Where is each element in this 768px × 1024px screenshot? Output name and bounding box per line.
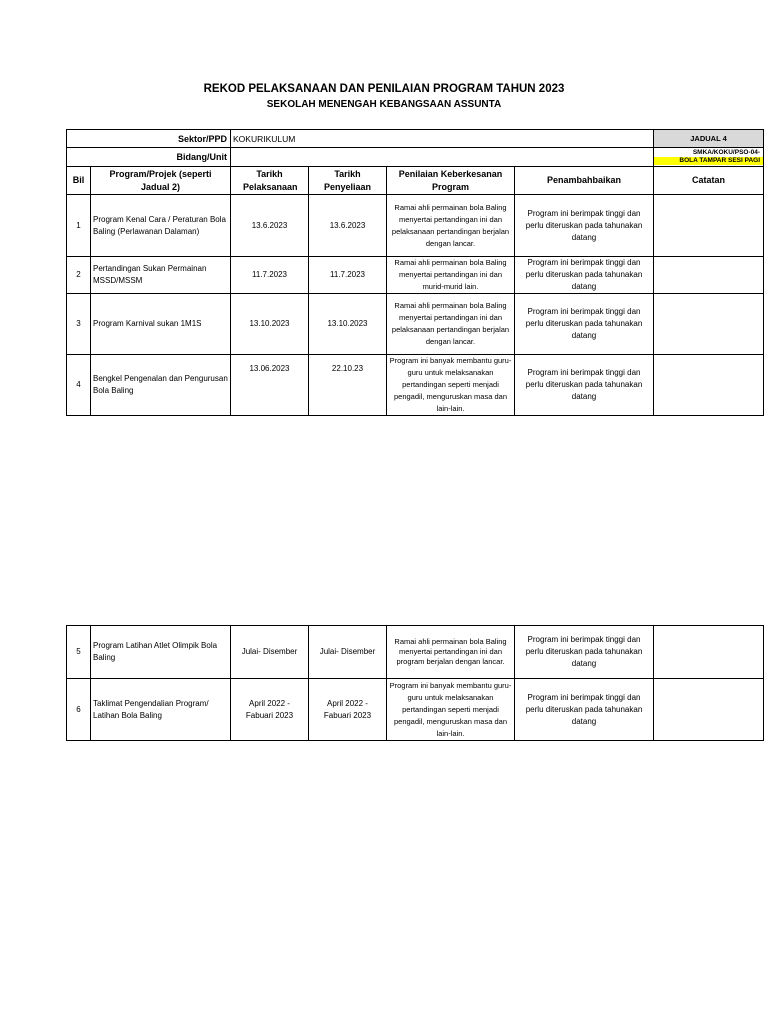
row-bil: 5 <box>67 626 91 679</box>
row-catatan <box>654 679 764 741</box>
row-catatan <box>654 626 764 679</box>
row-penambahbaikan: Program ini berimpak tinggi dan perlu diteruskan pada tahunakan datang <box>515 257 654 294</box>
row-pelaksanaan: Julai- Disember <box>231 626 309 679</box>
bidang-label: Bidang/Unit <box>67 148 231 167</box>
table-row <box>67 355 764 416</box>
row-bil: 4 <box>67 355 91 416</box>
row-catatan <box>654 257 764 294</box>
code-line1: SMKA/KOKU/PSO-04- <box>692 149 761 156</box>
row-bil: 3 <box>67 294 91 355</box>
sektor-value: KOKURIKULUM <box>231 130 654 148</box>
row-bil: 1 <box>67 195 91 257</box>
col-tarikh-penyeliaan: Tarikh Penyeliaan <box>309 167 387 195</box>
row-penyeliaan: 13.6.2023 <box>309 195 387 257</box>
table-row <box>67 294 764 355</box>
table-row <box>67 195 764 257</box>
col-tarikh-pelaksanaan: Tarikh Pelaksanaan <box>231 167 309 195</box>
row-pelaksanaan: April 2022 - Fabuari 2023 <box>231 679 309 741</box>
row-penilaian: Program ini banyak membantu guru-guru untuk melaksanakan pertandingan seperti menjadi pengadil, menguruskan masa dan lain-lain. <box>387 679 515 741</box>
code-line2: BOLA TAMPAR SESI PAGI <box>654 157 763 165</box>
row-penyeliaan: 22.10.23 <box>309 355 387 416</box>
row-catatan <box>654 195 764 257</box>
row-catatan <box>654 294 764 355</box>
record-table-continued <box>66 625 764 741</box>
col-bil: Bil <box>67 167 91 195</box>
row-program: Taklimat Pengendalian Program/ Latihan Bola Baling <box>91 679 231 741</box>
row-catatan <box>654 355 764 416</box>
row-penambahbaikan: Program ini berimpak tinggi dan perlu diteruskan pada tahunakan datang <box>515 195 654 257</box>
jadual-label: JADUAL 4 <box>654 130 764 148</box>
row-penilaian: Ramai ahli permainan bola Baling menyertai pertandingan ini dan program berjalan dengan lancar. <box>387 626 515 679</box>
row-penyeliaan: 11.7.2023 <box>309 257 387 294</box>
row-penambahbaikan: Program ini berimpak tinggi dan perlu diteruskan pada tahunakan datang <box>515 294 654 355</box>
row-penilaian: Ramai ahli permainan bola Baling menyertai pertandingan ini dan pelaksanaan pertandingan berjalan dengan lancar. <box>387 294 515 355</box>
row-penambahbaikan: Program ini berimpak tinggi dan perlu diteruskan pada tahunakan datang <box>515 626 654 679</box>
row-program: Program Kenal Cara / Peraturan Bola Baling (Perlawanan Dalaman) <box>91 195 231 257</box>
document-title: REKOD PELAKSANAAN DAN PENILAIAN PROGRAM TAHUN 2023 <box>203 83 565 95</box>
row-program: Program Karnival sukan 1M1S <box>91 294 231 355</box>
table-row <box>67 679 764 741</box>
row-penilaian: Ramai ahli permainan bola Baling menyertai pertandingan ini dan murid-murid lain. <box>387 257 515 294</box>
row-program: Pertandingan Sukan Permainan MSSD/MSSM <box>91 257 231 294</box>
row-penambahbaikan: Program ini berimpak tinggi dan perlu diteruskan pada tahunakan datang <box>515 679 654 741</box>
row-bil: 6 <box>67 679 91 741</box>
row-program: Program Latihan Atlet Olimpik Bola Baling <box>91 626 231 679</box>
document-code <box>654 148 764 167</box>
row-penilaian: Ramai ahli permainan bola Baling menyertai pertandingan ini dan pelaksanaan pertandingan berjalan dengan lancar. <box>387 195 515 257</box>
row-bil: 2 <box>67 257 91 294</box>
col-program: Program/Projek (seperti Jadual 2) <box>91 167 231 195</box>
row-program: Bengkel Pengenalan dan Pengurusan Bola Baling <box>91 355 231 416</box>
col-penambahbaikan: Penambahbaikan <box>515 167 654 195</box>
table-row <box>67 626 764 679</box>
row-penilaian: Program ini banyak membantu guru-guru untuk melaksanakan pertandingan seperti menjadi pengadil, menguruskan masa dan lain-lain. <box>387 355 515 416</box>
row-penyeliaan: April 2022 - Fabuari 2023 <box>309 679 387 741</box>
row-penambahbaikan: Program ini berimpak tinggi dan perlu diteruskan pada tahunakan datang <box>515 355 654 416</box>
sektor-label: Sektor/PPD <box>67 130 231 148</box>
col-penilaian: Penilaian Keberkesanan Program <box>387 167 515 195</box>
row-pelaksanaan: 13.06.2023 <box>231 355 309 416</box>
row-pelaksanaan: 11.7.2023 <box>231 257 309 294</box>
col-catatan: Catatan <box>654 167 764 195</box>
row-pelaksanaan: 13.10.2023 <box>231 294 309 355</box>
row-penyeliaan: Julai- Disember <box>309 626 387 679</box>
bidang-value <box>231 148 654 167</box>
table-row <box>67 257 764 294</box>
row-pelaksanaan: 13.6.2023 <box>231 195 309 257</box>
row-penyeliaan: 13.10.2023 <box>309 294 387 355</box>
record-table <box>66 129 764 416</box>
school-name: SEKOLAH MENENGAH KEBANGSAAN ASSUNTA <box>266 99 502 110</box>
